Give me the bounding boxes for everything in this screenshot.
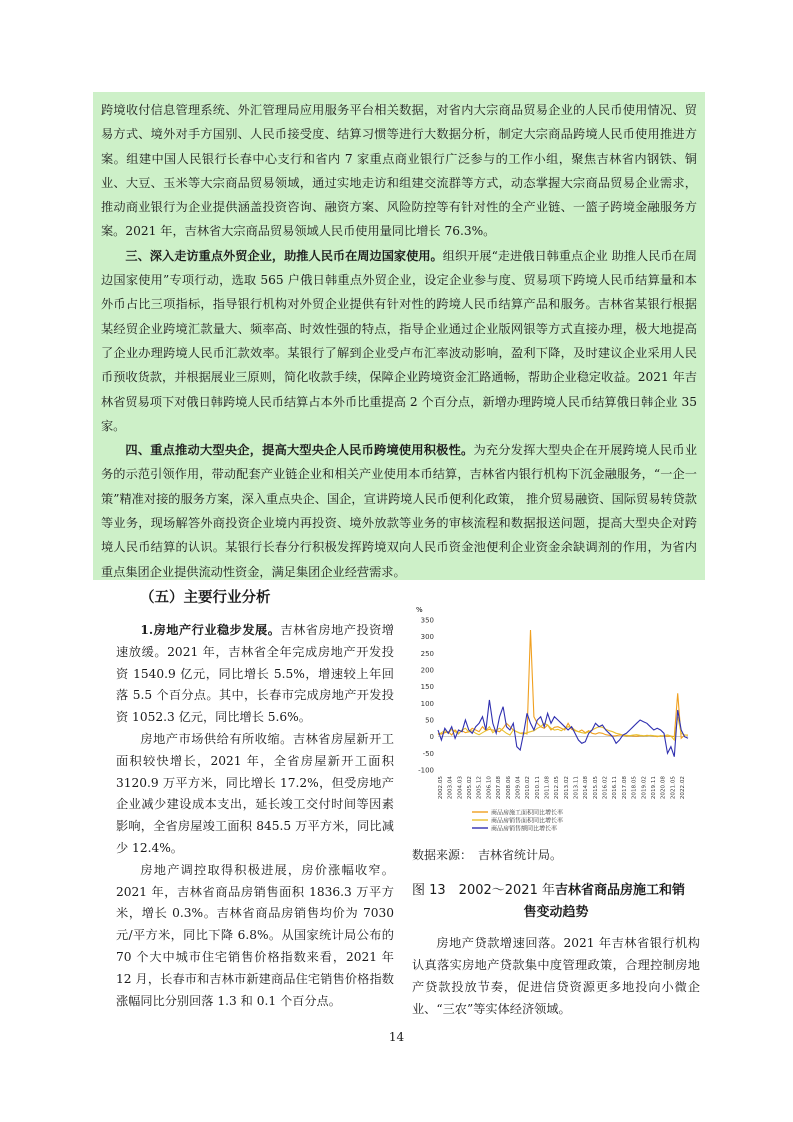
x-tick-label: 2014.08 xyxy=(583,776,590,800)
paragraph xyxy=(116,620,394,729)
x-tick-label: 2007.08 xyxy=(496,776,503,800)
x-tick-label: 2010.11 xyxy=(534,776,541,800)
x-tick-label: 2008.06 xyxy=(505,776,512,800)
y-tick-label: 350 xyxy=(420,616,434,625)
figure-title-1: 吉林省商品房施工和销 xyxy=(554,883,685,898)
y-axis xyxy=(418,617,434,775)
x-tick-label: 2020.08 xyxy=(660,776,667,800)
legend-label: 商品房施工面积同比增长率 xyxy=(491,809,564,817)
line-chart xyxy=(410,602,695,842)
highlighted-text-box xyxy=(93,92,705,580)
paragraph xyxy=(93,438,705,584)
y-tick-label: 300 xyxy=(420,633,434,642)
x-tick-label: 2021.05 xyxy=(670,776,677,800)
paragraph-body: 为充分发挥大型央企在开展跨境人民币业务的示范引领作用，带动配套产业链企业和相关产业使用本币结算，吉林省内银行机构下沉金融服务，“一企一策”精准对接的服务方案，深入重点央企、国企，宣讲跨境人民币便利化政策， 推介贸易融资、国际贸易转贷款等业务，现场解答外商投资企业境内再投资、境外放款等业务的审核流程和数据报送问题，提高大型央企对跨境人民币结算的认识。某银行长春分行积极发挥跨境双向人民币资金池便利企业资金余缺调剂的作用，为省内重点集团企业提供流动性资金，满足集团企业经营需求。 xyxy=(101,443,698,579)
x-tick-label: 2016.11 xyxy=(612,776,619,800)
x-tick-label: 2005.02 xyxy=(467,776,474,800)
x-tick-label: 2004.03 xyxy=(457,776,464,800)
y-tick-label: 100 xyxy=(420,699,434,708)
paragraph: 房地产贷款增速回落。2021 年吉林省银行机构认真落实房地产贷款集中度管理政策，合理控制房地产贷款投放节奏，促进信贷资源更多地投向小微企业、“三农”等实体经济领域。 xyxy=(412,936,700,1016)
x-tick-label: 2022.02 xyxy=(680,776,686,800)
x-tick-label: 2013.02 xyxy=(563,776,570,800)
x-tick-label: 2009.04 xyxy=(515,776,522,800)
paragraph: 房地产调控取得积极进展，房价涨幅收窄。2021 年，吉林省商品房销售面积 1836.3 万平方米，增长 0.3%。吉林省商品房销售均价为 7030 元/平方米，同比下降 6.8%。从国家统计局公布的 70 个大中城市住宅销售价格指数来看，2021 年 12 月，长春市和吉林市新建商品住宅销售价格指数涨幅同比分别回落 1.3 和 0.1 个百分点。 xyxy=(116,862,394,1008)
x-tick-label: 2002.05 xyxy=(438,776,444,800)
figure-number: 图 13 2002～2021 年 xyxy=(412,883,555,898)
x-tick-label: 2015.05 xyxy=(592,776,599,800)
figure-title-2: 售变动趋势 xyxy=(523,905,589,920)
x-tick-label: 2019.11 xyxy=(650,776,657,800)
paragraph: 房地产市场供给有所收缩。吉林省房屋新开工面积较快增长，2021 年，全省房屋新开工面积 3120.9 万平方米，同比增长 17.2%，但受房地产企业减少建设成本支出，延长竣工交付时间等因素影响，全省房屋竣工面积 845.5 万平方米，同比减少 12.4%。 xyxy=(116,731,394,855)
x-tick-label: 2010.02 xyxy=(525,776,532,800)
paragraph-heading: 三、深入走访重点外贸企业，助推人民币在周边国家使用。 xyxy=(125,248,443,263)
paragraph-body: 组织开展“走进俄日韩重点企业 助推人民币在周边国家使用”专项行动，选取 565 户俄日韩重点外贸企业，设定企业参与度、贸易项下跨境人民币结算量和本外币占比三项指标，指导银行机构对外贸企业提供有针对性的跨境人民币结算产品和服务。吉林省某银行根据某经贸企业跨境汇款量大、频率高、时效性强的特点，指导企业通过企业版网银等方式直接办理，极大地提高了企业办理跨境人民币汇款效率。某银行了解到企业受卢布汇率波动影响，盈利下降，及时建议企业采用人民币预收货款，并根据展业三原则，简化收款手续，保障企业跨境资金汇路通畅，帮助企业稳定收益。2021 年吉林省贸易项下对俄日韩跨境人民币结算占本外币比重提高 2 个百分点，新增办理跨境人民币结算俄日韩企业 35 家。 xyxy=(101,248,697,433)
series-line xyxy=(438,700,688,757)
paragraph xyxy=(93,244,705,438)
paragraph-heading: 1.房地产行业稳步发展。 xyxy=(140,623,281,637)
section-title: （五）主要行业分析 xyxy=(140,590,271,606)
x-tick-label: 2011.08 xyxy=(544,776,551,800)
y-tick-label: 150 xyxy=(420,683,434,692)
x-tick-label: 2013.11 xyxy=(573,776,580,800)
legend-label: 商品房销售额同比增长率 xyxy=(491,825,558,833)
y-tick-label: 0 xyxy=(429,733,434,742)
x-axis xyxy=(438,776,686,800)
y-tick-label: 250 xyxy=(420,649,434,658)
paragraph-heading: 四、重点推动大型央企，提高大型央企人民币跨境使用积极性。 xyxy=(125,443,474,458)
y-tick-label: 50 xyxy=(425,716,434,725)
right-column xyxy=(412,932,700,1020)
series-lines xyxy=(438,630,688,757)
x-tick-label: 2018.05 xyxy=(631,776,638,800)
x-tick-label: 2016.02 xyxy=(602,776,609,800)
legend xyxy=(472,808,563,832)
y-tick-label: -50 xyxy=(422,749,434,758)
x-tick-label: 2003.04 xyxy=(447,776,454,800)
y-tick-label: -100 xyxy=(418,766,434,775)
x-tick-label: 2019.02 xyxy=(641,776,648,800)
figure-caption xyxy=(412,880,700,924)
paragraph-body: 吉林省房地产投资增速放缓。2021 年，吉林省全年完成房地产开发投资 1540.9 亿元，同比增长 5.5%，增速较上年回落 5.5 个百分点。其中，长春市完成房地产开发投资 1052.3 亿元，同比增长 5.6%。 xyxy=(116,623,394,725)
x-tick-label: 2005.12 xyxy=(476,776,483,800)
x-tick-label: 2012.05 xyxy=(554,776,561,800)
legend-label: 商品房销售面积同比增长率 xyxy=(491,817,564,825)
page-number: 14 xyxy=(388,1030,405,1044)
y-tick-label: 200 xyxy=(420,666,434,675)
source-note: 数据来源： 吉林省统计局。 xyxy=(412,848,563,862)
paragraph: 跨境收付信息管理系统、外汇管理局应用服务平台相关数据，对省内大宗商品贸易企业的人民币使用情况、贸易方式、境外对手方国别、人民币接受度、结算习惯等进行大数据分析，制定大宗商品跨境人民币使用推进方案。组建中国人民银行长春中心支行和省内 7 家重点商业银行广泛参与的工作小组，聚焦吉林省内钢铁、铜业、大豆、玉米等大宗商品贸易领域，通过实地走访和组建交流群等方式，动态掌握大宗商品贸易企业需求，推动商业银行为企业提供涵盖投资咨询、融资方案、风险防控等有针对性的全产业链、一篮子跨境金融服务方案。2021 年，吉林省大宗商品贸易领域人民币使用量同比增长 76.3%。 xyxy=(101,103,697,239)
y-axis-label: % xyxy=(416,606,423,614)
series-line xyxy=(438,630,688,738)
x-tick-label: 2017.08 xyxy=(621,776,628,800)
x-tick-label: 2006.10 xyxy=(486,776,493,800)
left-column xyxy=(116,620,394,1012)
